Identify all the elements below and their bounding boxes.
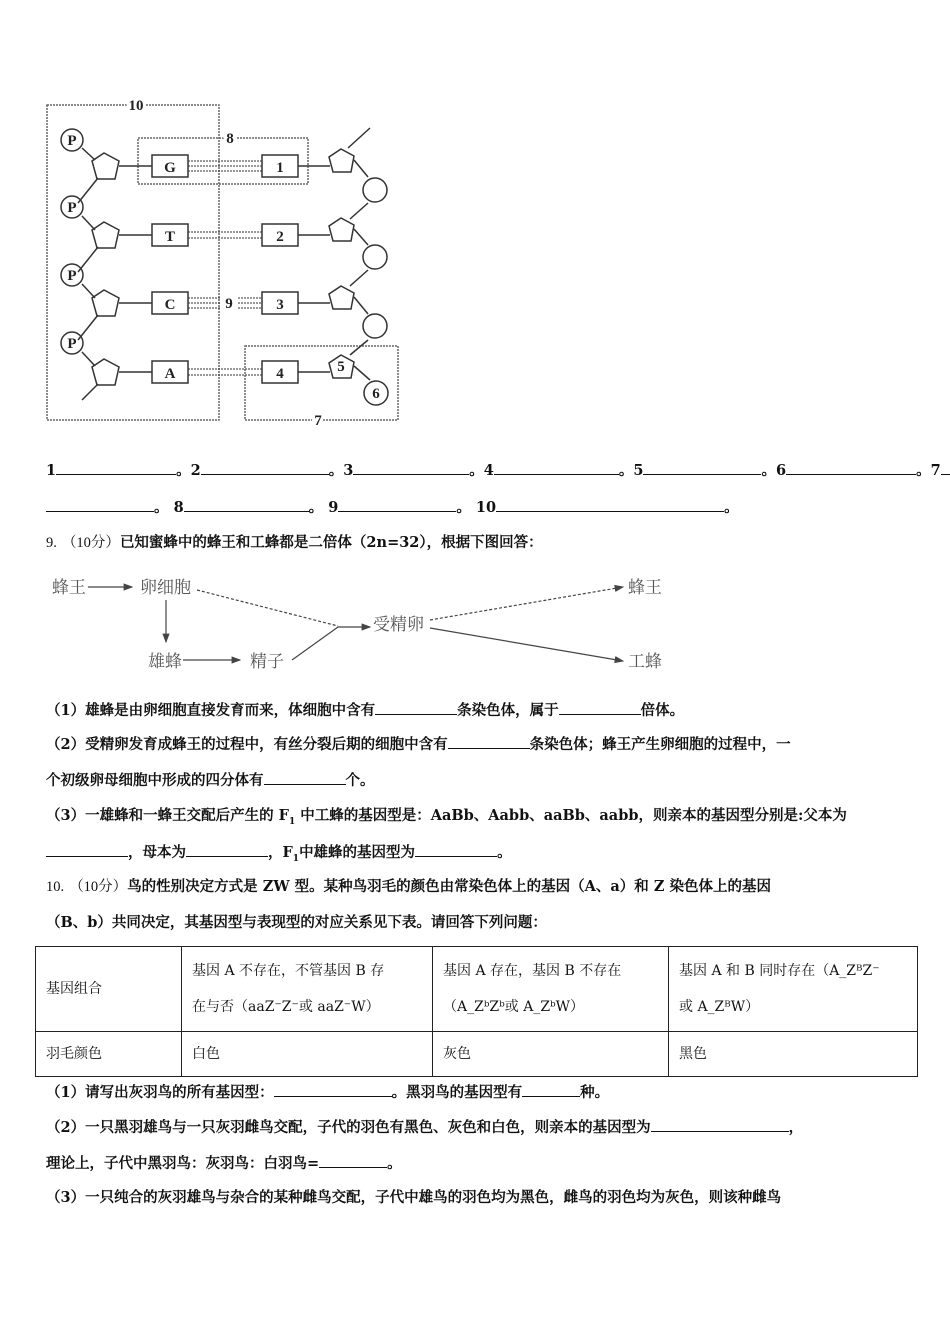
bee-reproduction-flowchart bbox=[40, 560, 700, 680]
phosphate-label: P bbox=[67, 200, 77, 216]
answer-blank[interactable] bbox=[415, 842, 497, 857]
answer-blank-2[interactable] bbox=[201, 460, 329, 475]
flow-node-zygote: 受精卵 bbox=[373, 615, 424, 635]
box-label-10: 10 bbox=[128, 98, 144, 114]
diagram-answer-row-2: 。 8 。 9 。 10 。 bbox=[46, 497, 739, 518]
answer-blank[interactable] bbox=[264, 770, 346, 785]
diagram-answer-row-1: 1 。2 。3 。4 。5 。6 。7 bbox=[46, 460, 950, 481]
table-row bbox=[36, 947, 918, 1032]
base-label: C bbox=[164, 297, 176, 313]
table-cell: 灰色 bbox=[433, 1032, 669, 1077]
table-cell: 黑色 bbox=[669, 1032, 918, 1077]
answer-blank[interactable] bbox=[559, 700, 641, 715]
answer-blank-6[interactable] bbox=[786, 460, 916, 475]
question-9-sub-2: （2）受精卵发育成蜂王的过程中，有丝分裂后期的细胞中含有 条染色体；蜂王产生卵细胞的过程中，一 bbox=[46, 736, 791, 753]
answer-blank[interactable] bbox=[319, 1153, 387, 1168]
base-number-label: 3 bbox=[276, 297, 284, 313]
question-10-stem: 10. （10分）鸟的性别决定方式是 ZW 型。某种鸟羽毛的颜色由常染色体上的基因（A、a）和 Z 染色体上的基因 bbox=[46, 878, 771, 895]
answer-blank-9[interactable] bbox=[338, 497, 456, 512]
box-label-8: 8 bbox=[226, 131, 234, 147]
base-label: A bbox=[164, 366, 176, 382]
flow-node-queen-offspring: 蜂王 bbox=[628, 578, 662, 598]
table-cell: 基因 A 不存在，不管基因 B 存 在与否（aaZ⁻Z⁻或 aaZ⁻W） bbox=[182, 947, 433, 1032]
phosphate-number-label: 6 bbox=[372, 386, 380, 402]
phosphate-label: P bbox=[67, 133, 77, 149]
answer-blank[interactable] bbox=[186, 842, 268, 857]
answer-blank[interactable] bbox=[375, 700, 457, 715]
question-10-stem-cont: （B、b）共同决定，其基因型与表现型的对应关系见下表。请回答下列问题： bbox=[46, 914, 547, 931]
flow-node-sperm: 精子 bbox=[250, 652, 284, 672]
sugar-label: 5 bbox=[337, 359, 345, 375]
question-9-stem: 9. （10分）已知蜜蜂中的蜂王和工蜂都是二倍体（2n=32），根据下图回答： bbox=[46, 534, 543, 551]
flow-node-egg: 卵细胞 bbox=[140, 578, 191, 598]
table-cell: 基因 A 存在，基因 B 不存在 （A_ZᵇZᵇ或 A_ZᵇW） bbox=[433, 947, 669, 1032]
hydrogen-bond-label: 9 bbox=[225, 296, 233, 312]
question-10-sub-2: （2）一只黑羽雄鸟与一只灰羽雌鸟交配，子代的羽色有黑色、灰色和白色，则亲本的基因型为 ， bbox=[46, 1119, 804, 1136]
answer-blank[interactable] bbox=[274, 1082, 392, 1097]
box-label-7: 7 bbox=[314, 413, 322, 429]
answer-blank-10[interactable] bbox=[496, 497, 724, 512]
genotype-phenotype-table bbox=[35, 946, 918, 1077]
table-header-cell: 羽毛颜色 bbox=[36, 1032, 182, 1077]
answer-blank-1[interactable] bbox=[56, 460, 176, 475]
phosphate-label: P bbox=[67, 268, 77, 284]
base-number-label: 4 bbox=[276, 366, 284, 382]
answer-blank[interactable] bbox=[522, 1082, 580, 1097]
table-cell: 基因 A 和 B 同时存在（A_ZᴮZ⁻ 或 A_ZᴮW） bbox=[669, 947, 918, 1032]
dna-structure-diagram bbox=[40, 90, 400, 430]
table-cell: 白色 bbox=[182, 1032, 433, 1077]
answer-blank[interactable] bbox=[46, 842, 128, 857]
answer-blank[interactable] bbox=[651, 1117, 789, 1132]
question-9-sub-3: （3）一雄蜂和一蜂王交配后产生的 $F_1$ 中工蜂的基因型是：AaBb、Aabb、aaBb、aabb，则亲本的基因型分别是:父本为 bbox=[46, 807, 847, 827]
base-number-label: 1 bbox=[276, 160, 284, 176]
table-header-cell: 基因组合 bbox=[36, 947, 182, 1032]
question-10-sub-3: （3）一只纯合的灰羽雄鸟与杂合的某种雌鸟交配，子代中雄鸟的羽色均为黑色，雌鸟的羽色均为灰色，则该种雌鸟 bbox=[46, 1189, 782, 1206]
question-10-sub-2-cont: 理论上，子代中黑羽鸟：灰羽鸟：白羽鸟= 。 bbox=[46, 1155, 402, 1172]
answer-blank-4[interactable] bbox=[494, 460, 619, 475]
flow-node-queen: 蜂王 bbox=[52, 578, 86, 598]
base-label: G bbox=[164, 160, 176, 176]
flow-node-drone: 雄蜂 bbox=[148, 652, 182, 672]
base-label: T bbox=[164, 229, 176, 245]
answer-blank-7-start[interactable] bbox=[941, 460, 950, 475]
question-10-sub-1: （1）请写出灰羽鸟的所有基因型： 。黑羽鸟的基因型有 种。 bbox=[46, 1084, 610, 1101]
answer-blank-8[interactable] bbox=[184, 497, 309, 512]
question-9-sub-3-cont: ，母本为 ，$F_1$中雄蜂的基因型为 。 bbox=[46, 842, 512, 869]
phosphate-label: P bbox=[67, 336, 77, 352]
table-row bbox=[36, 1032, 918, 1077]
question-9-sub-2-cont: 个初级卵母细胞中形成的四分体有 个。 bbox=[46, 772, 375, 789]
answer-blank-5[interactable] bbox=[643, 460, 761, 475]
answer-blank-3[interactable] bbox=[353, 460, 469, 475]
base-number-label: 2 bbox=[276, 229, 284, 245]
answer-blank-7[interactable] bbox=[46, 497, 154, 512]
answer-blank[interactable] bbox=[448, 734, 530, 749]
flow-node-worker: 工蜂 bbox=[628, 652, 662, 672]
question-9-sub-1: （1）雄蜂是由卵细胞直接发育而来，体细胞中含有 条染色体，属于 倍体。 bbox=[46, 702, 685, 719]
